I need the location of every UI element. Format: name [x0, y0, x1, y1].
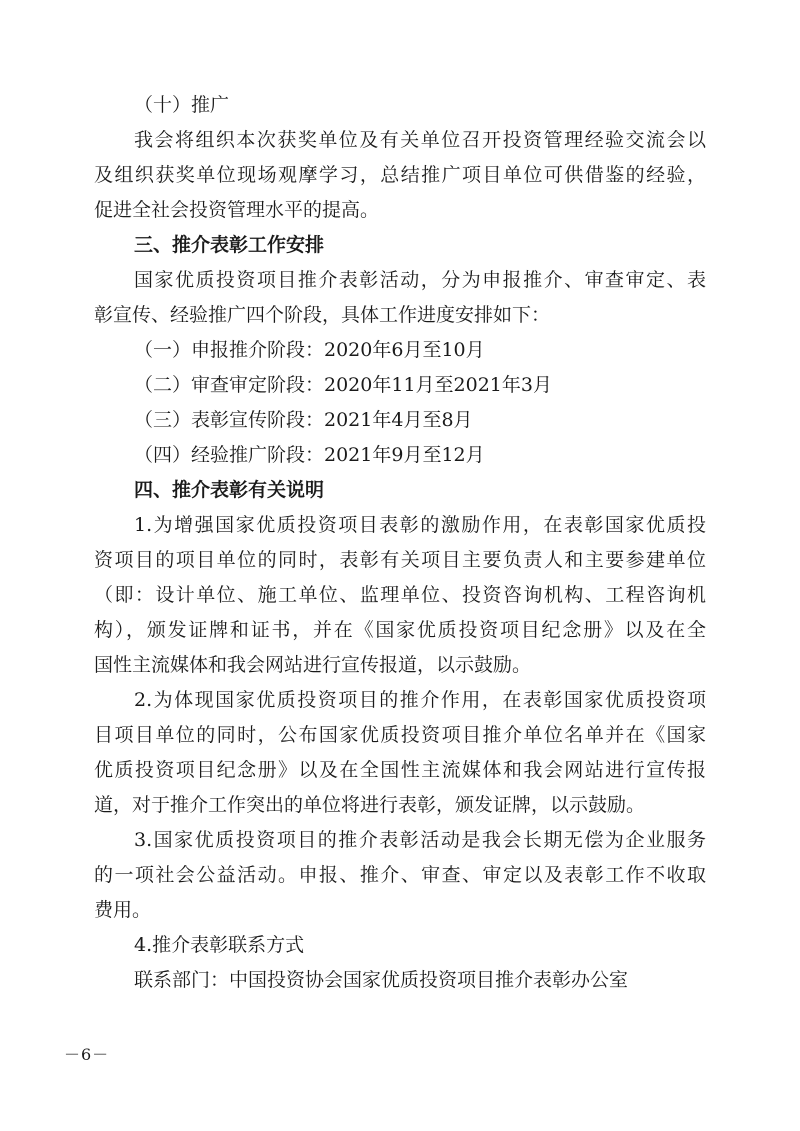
document-body	[94, 88, 706, 998]
paragraph-line: 我会将组织本次获奖单位及有关单位召开投资管理经验交流会以	[134, 129, 706, 151]
page-number: －6－	[64, 1045, 110, 1064]
paragraph-line: 目项目单位的同时，公布国家优质投资项目推介单位名单并在《国家	[94, 724, 706, 746]
stage-item: （一）申报推介阶段：2020年6月至10月	[134, 339, 485, 361]
paragraph-line: 道，对于推介工作突出的单位将进行表彰，颁发证牌，以示鼓励。	[94, 794, 646, 816]
section-three-heading: 三、推介表彰工作安排	[134, 234, 325, 256]
contact-heading: 4.推介表彰联系方式	[134, 934, 305, 956]
paragraph-line: （即：设计单位、施工单位、监理单位、投资咨询机构、工程咨询机	[94, 584, 706, 606]
paragraph-line: 国性主流媒体和我会网站进行宣传报道，以示鼓励。	[94, 654, 532, 676]
contact-department: 联系部门：中国投资协会国家优质投资项目推介表彰办公室	[134, 969, 629, 991]
paragraph-line: 及组织获奖单位现场观摩学习，总结推广项目单位可供借鉴的经验，	[94, 164, 706, 186]
stage-item: （三）表彰宣传阶段：2021年4月至8月	[134, 409, 473, 431]
stage-item: （四）经验推广阶段：2021年9月至12月	[134, 444, 485, 466]
paragraph-line: 优质投资项目纪念册》以及在全国性主流媒体和我会网站进行宣传报	[94, 759, 706, 781]
paragraph-line: 构），颁发证牌和证书，并在《国家优质投资项目纪念册》以及在全	[94, 619, 706, 641]
paragraph-line: 2.为体现国家优质投资项目的推介作用，在表彰国家优质投资项	[134, 689, 706, 711]
paragraph-line: 国家优质投资项目推介表彰活动，分为申报推介、审查审定、表	[134, 269, 706, 291]
paragraph-line: 彰宣传、经验推广四个阶段，具体工作进度安排如下：	[94, 304, 551, 326]
section-four-heading: 四、推介表彰有关说明	[134, 479, 325, 501]
paragraph-line: 费用。	[94, 899, 152, 921]
section-ten-heading: （十）推广	[134, 94, 230, 116]
paragraph-line: 促进全社会投资管理水平的提高。	[94, 199, 380, 221]
paragraph-line: 1.为增强国家优质投资项目表彰的激励作用，在表彰国家优质投	[134, 514, 706, 536]
paragraph-line: 的一项社会公益活动。申报、推介、审查、审定以及表彰工作不收取	[94, 864, 706, 886]
paragraph-line: 3.国家优质投资项目的推介表彰活动是我会长期无偿为企业服务	[134, 829, 706, 851]
stage-item: （二）审查审定阶段：2020年11月至2021年3月	[134, 374, 552, 396]
paragraph-line: 资项目的项目单位的同时，表彰有关项目主要负责人和主要参建单位	[94, 549, 706, 571]
